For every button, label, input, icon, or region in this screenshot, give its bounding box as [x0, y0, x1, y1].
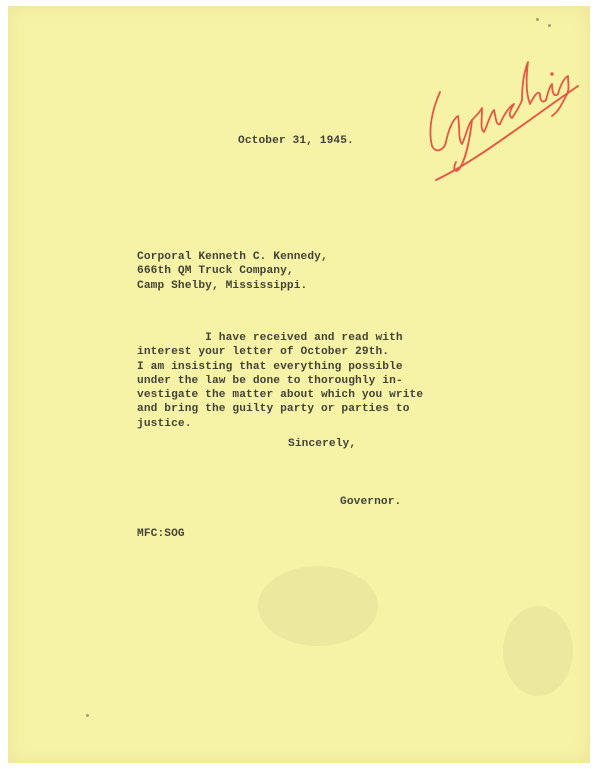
body-line: interest your letter of October 29th. — [137, 346, 390, 359]
paper-stain — [258, 566, 378, 646]
letter-body — [137, 331, 423, 431]
recipient-line: Camp Shelby, Mississippi. — [137, 279, 308, 292]
paper-speck — [86, 714, 89, 717]
paper-speck — [536, 18, 539, 21]
paper-speck — [548, 24, 551, 27]
body-line: and bring the guilty party or parties to — [137, 403, 410, 416]
recipient-address — [137, 250, 328, 293]
handwritten-annotation — [418, 50, 583, 185]
body-line: justice. — [137, 417, 192, 430]
recipient-line: Corporal Kenneth C. Kennedy, — [137, 251, 328, 263]
letter-date: October 31, 1945. — [238, 135, 354, 147]
paper-stain — [503, 606, 573, 696]
typist-initials: MFC:SOG — [137, 528, 185, 540]
signature-title: Governor. — [340, 496, 402, 508]
letter-closing: Sincerely, — [288, 438, 357, 450]
body-line: I have received and read with — [137, 332, 403, 344]
body-line: under the law be done to thoroughly in- — [137, 374, 403, 387]
body-line: I am insisting that everything possible — [137, 360, 403, 373]
recipient-line: 666th QM Truck Company, — [137, 265, 294, 278]
body-line: vestigate the matter about which you write — [137, 389, 424, 402]
